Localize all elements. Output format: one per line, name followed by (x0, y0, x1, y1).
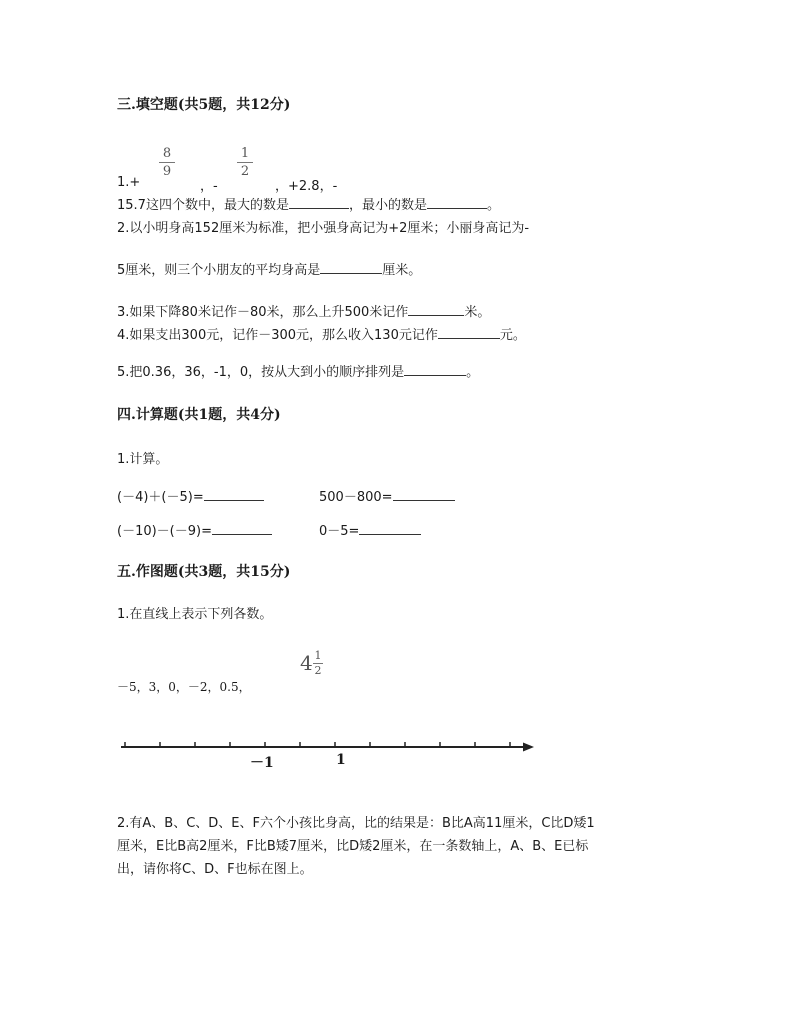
q4-text-a: 4.如果支出300元，记作－300元，那么收入130元记作 (117, 328, 438, 343)
fraction-numerator: 1 (314, 649, 322, 662)
q1-line2 (117, 194, 500, 213)
q4 (117, 324, 526, 343)
q2-text-b: 厘米。 (382, 263, 422, 278)
calc-expr-2 (319, 486, 455, 505)
arrow-icon (523, 743, 534, 752)
mixed-number-whole: 4 (300, 651, 313, 675)
q1-text-end: 。 (486, 198, 500, 213)
calc-prompt: 1.计算。 (117, 452, 169, 467)
axis-label-neg1: －1 (250, 755, 274, 771)
q1-tail: ，+2.8，- (275, 179, 338, 194)
calc-expr-4 (319, 520, 421, 539)
fraction-denominator: 2 (314, 664, 322, 677)
answer-blank[interactable] (204, 486, 264, 501)
answer-blank[interactable] (404, 361, 466, 376)
fraction-numerator: 8 (162, 146, 172, 161)
draw-q2-line3: 出，请你将C、D、F也标在图上。 (117, 862, 313, 877)
q1-prefix: 1.+ (117, 175, 141, 190)
fraction-denominator: 2 (240, 164, 250, 179)
answer-blank[interactable] (438, 324, 500, 339)
expr-text: 500－800= (319, 490, 393, 505)
expr-text: (－10)－(－9)= (117, 524, 212, 539)
answer-blank[interactable] (427, 194, 487, 209)
calc-expr-3 (117, 520, 272, 539)
answer-blank[interactable] (320, 259, 382, 274)
draw-q2-line2: 厘米，E比B高2厘米，F比B矮7厘米，比D矮2厘米，在一条数轴上，A、B、E已标 (117, 839, 589, 854)
axis-label-1: 1 (336, 752, 346, 768)
draw-q2-line1: 2.有A、B、C、D、E、F六个小孩比身高，比的结果是：B比A高11厘米，C比D矮1 (117, 816, 595, 831)
q1-sep: ，- (200, 179, 218, 194)
q2-line2 (117, 259, 421, 278)
q2-line1: 2.以小明身高152厘米为标准，把小强身高记为+2厘米；小丽身高记为- (117, 221, 530, 236)
fraction-denominator: 9 (162, 164, 172, 179)
mixed-number-fraction (313, 650, 323, 677)
q3 (117, 301, 490, 320)
section-3-title: 三.填空题(共5题，共12分) (117, 97, 291, 113)
q4-text-b: 元。 (499, 328, 526, 343)
q3-text-b: 米。 (464, 305, 491, 320)
fraction-numerator: 1 (240, 146, 250, 161)
section-4-title: 四.计算题(共1题，共4分) (117, 407, 281, 423)
answer-blank[interactable] (212, 520, 272, 535)
q1-text-a: 15.7这四个数中，最大的数是 (117, 198, 289, 213)
expr-text: (－4)＋(－5)= (117, 490, 204, 505)
q5-text-b: 。 (466, 365, 480, 380)
calc-expr-1 (117, 486, 264, 505)
fraction-1-2 (237, 146, 253, 179)
answer-blank[interactable] (289, 194, 349, 209)
section-5-title: 五.作图题(共3题，共15分) (117, 564, 291, 580)
answer-blank[interactable] (359, 520, 421, 535)
q3-text-a: 3.如果下降80米记作－80米，那么上升500米记作 (117, 305, 409, 320)
answer-blank[interactable] (408, 301, 464, 316)
q1-text-b: ，最小的数是 (348, 198, 427, 213)
answer-blank[interactable] (393, 486, 455, 501)
number-list: －5，3，0，－2，0.5， (117, 680, 251, 694)
q5 (117, 361, 479, 380)
expr-text: 0－5= (319, 524, 360, 539)
fraction-8-9 (159, 146, 175, 179)
number-line[interactable] (118, 737, 540, 757)
q5-text-a: 5.把0.36，36，-1，0，按从大到小的顺序排列是 (117, 365, 405, 380)
q2-text-a: 5厘米，则三个小朋友的平均身高是 (117, 263, 321, 278)
draw-prompt-1: 1.在直线上表示下列各数。 (117, 607, 273, 622)
